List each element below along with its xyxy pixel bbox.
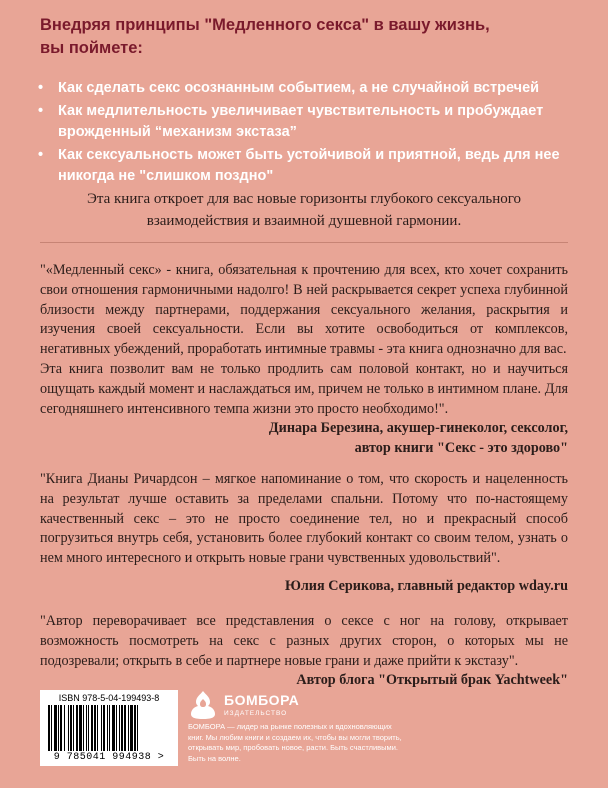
benefit-item bbox=[36, 101, 576, 143]
section-divider bbox=[40, 242, 568, 243]
benefit-item bbox=[36, 78, 576, 99]
publisher-description: БОМБОРА — лидер на рынке полезных и вдохновляющих книг. Мы любим книги и создаем их, чтобы вы могли творить, открывать мир, пробовать новое, расти. Быть счастливыми. Быть на волне. bbox=[188, 722, 402, 763]
quote-author bbox=[40, 419, 568, 459]
quote-paragraph: "Книга Дианы Ричардсон – мягкое напоминание о том, что скорость и нацеленность на результат лучше оставить за пределами спальни. Потому что по-настоящему качественный секс – это не просто соединение тел, но и прекрасный способ погрузиться внутрь себя, установить более глубокий контакт со своим телом, узнать о нем много интересного и открыть новые грани чувственных удовольствий". bbox=[40, 471, 568, 567]
quote-paragraph: "Автор переворачивает все представления о сексе с ног на голову, открывает возможность посмотреть на секс с разных других сторон, о которых мы не подозревали; открыть в себе и партнере новые грани и даже прийти к экстазу". bbox=[40, 613, 568, 669]
quote-author-line1: Динара Березина, акушер-гинеколог, сексолог, bbox=[268, 420, 568, 437]
benefit-text: Как сделать секс осознанным событием, а не случайной встречей bbox=[58, 80, 540, 96]
intro-heading-line1: Внедряя принципы "Медленного секса" в вашу жизнь, bbox=[40, 16, 490, 34]
isbn-barcode-box bbox=[40, 690, 178, 766]
quote-author-line2: автор книги "Секс - это здорово" bbox=[354, 440, 568, 457]
quote-paragraph: "«Медленный секс» - книга, обязательная к прочтению для всех, кто хочет сохранить свои отношения гармоничными надолго! В ней раскрывается секрет успеха глубинной близости между партнерами, поддержания сексуального желания, раскрытия и изучения своей сексуальности. Если вы хотите освободиться от комплексов, негативных убеждений, проработать интимные травмы - эта книга однозначно для вас. bbox=[40, 262, 568, 358]
benefit-text: Как медлительность увеличивает чувствительность и пробуждает врожденный “механизм экстаза” bbox=[58, 103, 544, 140]
quote-author: Автор блога "Открытый брак Yachtweek" bbox=[296, 672, 568, 689]
review-quote bbox=[40, 612, 568, 691]
intro-heading bbox=[40, 14, 580, 60]
review-quote bbox=[40, 261, 568, 459]
bullet-icon: • bbox=[38, 103, 44, 119]
tagline: Эта книга откроет для вас новые горизонты глубокого сексуального взаимодействия и взаимной душевной гармонии. bbox=[86, 191, 522, 229]
intro-heading-line2: вы поймете: bbox=[40, 39, 143, 57]
bombora-logo-icon bbox=[188, 690, 218, 720]
publisher-logo bbox=[188, 688, 408, 724]
quote-author: Юлия Серикова, главный редактор wday.ru bbox=[285, 577, 568, 594]
barcode-icon bbox=[46, 705, 172, 751]
benefit-text: Как сексуальность может быть устойчивой и приятной, ведь для нее никогда не "слишком поздно" bbox=[58, 147, 560, 184]
publisher-name: БОМБОРА bbox=[224, 692, 300, 708]
publisher-subtitle: ИЗДАТЕЛЬСТВО bbox=[224, 710, 288, 717]
bullet-icon: • bbox=[38, 147, 44, 163]
benefit-item bbox=[36, 145, 576, 187]
bullet-icon: • bbox=[38, 80, 44, 96]
barcode-digits: 9 785041 994938 > bbox=[53, 752, 165, 763]
benefits-list bbox=[36, 78, 576, 189]
review-quote bbox=[40, 470, 568, 597]
quote-paragraph: Эта книга позволит вам не только продлить сам половой контакт, но и научиться ощущать каждый момент и наслаждаться им, причем не только в интимном плане. Для сегодняшнего интенсивного темпа жизни это просто необходимо!". bbox=[40, 360, 568, 417]
isbn-label: ISBN 978-5-04-199493-8 bbox=[58, 693, 160, 703]
